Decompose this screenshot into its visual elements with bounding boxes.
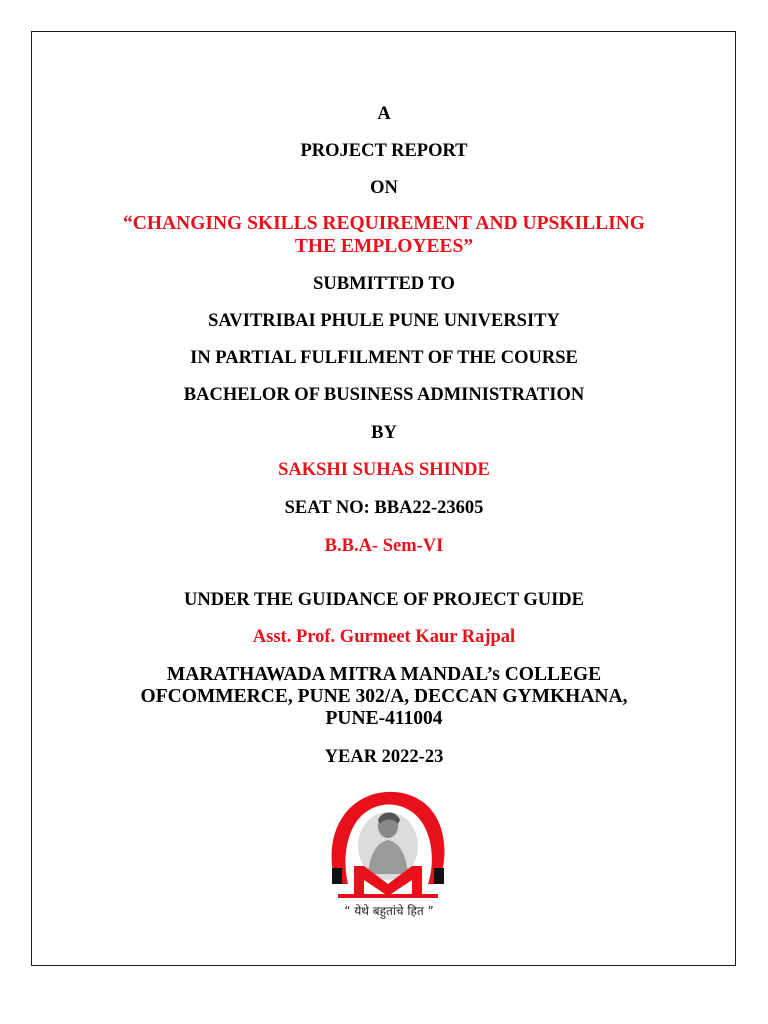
line-a: A (377, 104, 391, 124)
college-line2: OFCOMMERCE, PUNE 302/A, DECCAN GYMKHANA, (140, 686, 628, 707)
project-title-line1: “CHANGING SKILLS REQUIREMENT AND UPSKILLING (123, 213, 645, 234)
line-by: BY (371, 423, 397, 443)
academic-year: YEAR 2022-23 (324, 747, 444, 767)
line-on: ON (370, 178, 398, 198)
line-project-report: PROJECT REPORT (300, 141, 468, 161)
course-name: BACHELOR OF BUSINESS ADMINISTRATION (183, 385, 585, 405)
partial-fulfilment: IN PARTIAL FULFILMENT OF THE COURSE (190, 348, 578, 368)
college-logo (324, 784, 454, 922)
student-name: SAKSHI SUHAS SHINDE (278, 460, 490, 480)
logo-motto: “ येथे बहुतांचे हित ” (344, 904, 434, 918)
guidance-heading: UNDER THE GUIDANCE OF PROJECT GUIDE (183, 590, 585, 610)
submitted-to: SUBMITTED TO (313, 274, 455, 294)
semester: B.B.A- Sem-VI (324, 536, 444, 556)
guide-name: Asst. Prof. Gurmeet Kaur Rajpal (252, 627, 516, 647)
seat-number: SEAT NO: BBA22-23605 (284, 498, 484, 518)
project-title-line2: THE EMPLOYEES” (294, 236, 474, 257)
university-name: SAVITRIBAI PHULE PUNE UNIVERSITY (208, 311, 560, 331)
college-line3: PUNE-411004 (325, 708, 443, 729)
college-line1: MARATHAWADA MITRA MANDAL’s COLLEGE (166, 664, 602, 685)
